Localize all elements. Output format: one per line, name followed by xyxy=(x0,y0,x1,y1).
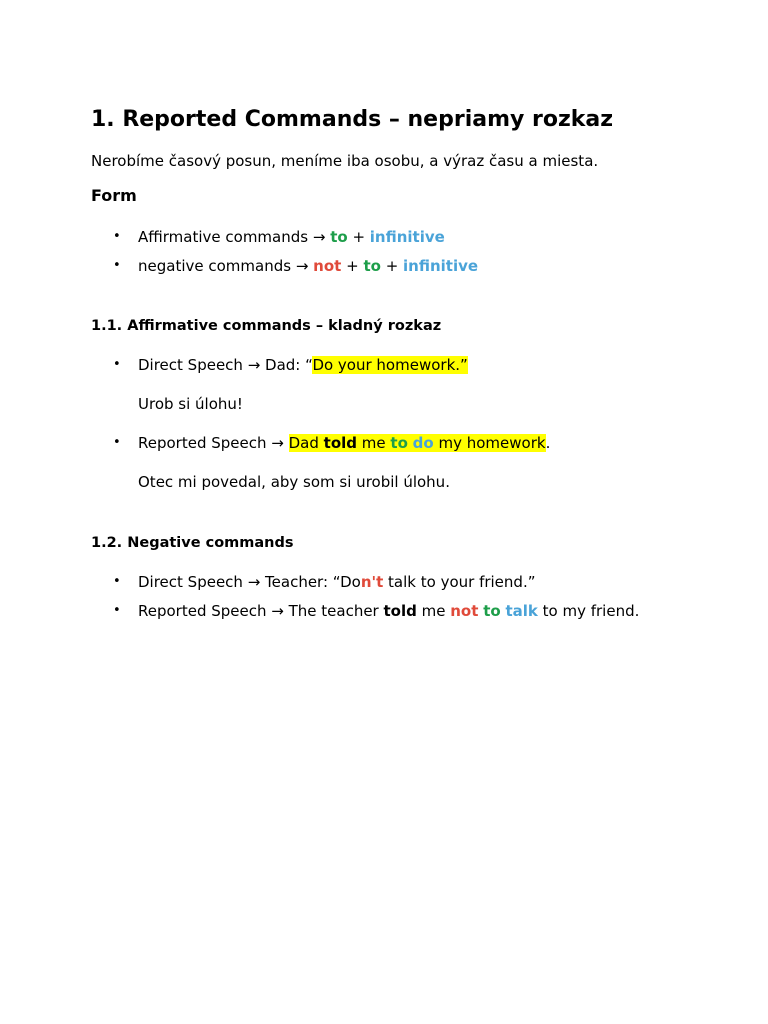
form-heading: Form xyxy=(91,186,137,205)
affirmative-direct-translation: Urob si úlohu! xyxy=(138,395,243,413)
form-affirmative-prefix: Affirmative commands → xyxy=(138,228,331,246)
direct-rest: talk to your friend.” xyxy=(383,573,536,591)
form-negative-text xyxy=(138,256,478,276)
affirmative-direct-text xyxy=(138,355,468,375)
bullet: • xyxy=(113,258,121,273)
highlighted-quote: Do your homework.” xyxy=(312,356,468,374)
page-title: 1. Reported Commands – nepriamy rozkaz xyxy=(91,107,614,132)
section-heading-negative: 1.2. Negative commands xyxy=(91,535,294,551)
direct-speech-prefix: Direct Speech → Teacher: “Do xyxy=(138,573,361,591)
reported-rest: my homework xyxy=(433,434,546,452)
told-keyword: told xyxy=(383,602,417,620)
bullet: • xyxy=(113,603,121,618)
bullet: • xyxy=(113,229,121,244)
to-keyword: to xyxy=(330,228,348,246)
reported-speech-prefix: Reported Speech → The teacher xyxy=(138,602,384,620)
infinitive-do: do xyxy=(412,434,434,452)
to-keyword: to xyxy=(390,434,408,452)
bullet: • xyxy=(113,435,121,450)
object-me: me xyxy=(416,602,451,620)
form-affirmative-text xyxy=(138,227,445,247)
object-me: me xyxy=(357,434,391,452)
infinitive-keyword: infinitive xyxy=(369,228,445,246)
plus-sign: + xyxy=(347,228,370,246)
not-keyword: not xyxy=(450,602,479,620)
plus-sign: + xyxy=(341,257,364,275)
infinitive-talk: talk xyxy=(505,602,538,620)
negation-nt: n't xyxy=(360,573,384,591)
period: . xyxy=(545,434,551,452)
affirmative-reported-text xyxy=(138,433,550,453)
bullet: • xyxy=(113,357,121,372)
told-keyword: told xyxy=(323,434,358,452)
reported-speech-prefix: Reported Speech → xyxy=(138,434,289,452)
plus-sign: + xyxy=(380,257,404,275)
to-keyword: to xyxy=(483,602,501,620)
negative-reported-text xyxy=(138,601,639,621)
reported-rest: to my friend. xyxy=(537,602,640,620)
section-heading-affirmative: 1.1. Affirmative commands – kladný rozkaz xyxy=(91,318,442,334)
infinitive-keyword: infinitive xyxy=(403,257,479,275)
affirmative-reported-translation: Otec mi povedal, aby som si urobil úlohu. xyxy=(138,473,450,491)
not-keyword: not xyxy=(313,257,342,275)
direct-speech-prefix: Direct Speech → Dad: “ xyxy=(138,356,313,374)
subject-dad: Dad xyxy=(288,434,324,452)
to-keyword: to xyxy=(363,257,381,275)
bullet: • xyxy=(113,574,121,589)
form-negative-prefix: negative commands → xyxy=(138,257,314,275)
highlighted-reported-sentence xyxy=(289,434,546,452)
intro-text: Nerobíme časový posun, meníme iba osobu, a výraz času a miesta. xyxy=(91,152,599,170)
negative-direct-text xyxy=(138,572,535,592)
